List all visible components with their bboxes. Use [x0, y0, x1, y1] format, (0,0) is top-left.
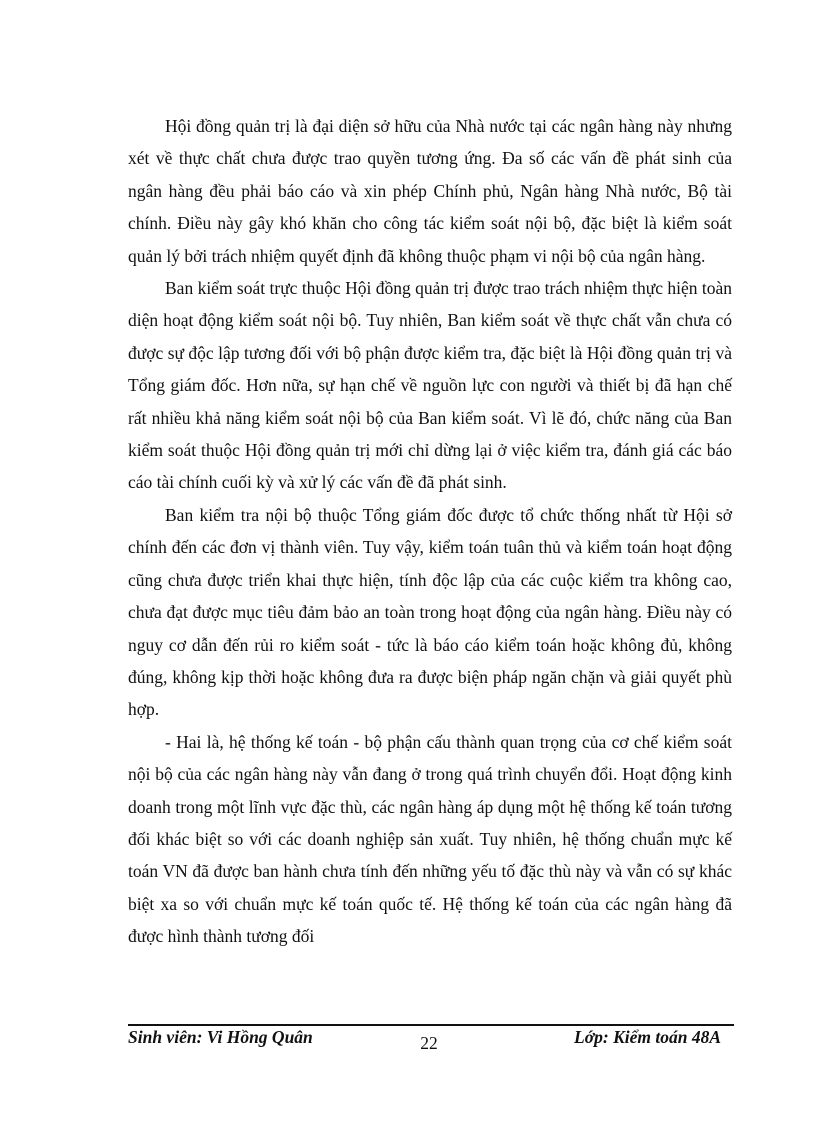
paragraph-board-of-directors: Hội đồng quản trị là đại diện sở hữu của Nhà nước tại các ngân hàng này nhưng xét về thực chất chưa được trao quyền tương ứng. Đa số các vấn đề phát sinh của ngân hàng đều phải báo cáo và xin phép Chính phủ, Ngân hàng Nhà nước, Bộ tài chính. Điều này gây khó khăn cho công tác kiểm soát nội bộ, đặc biệt là kiểm soát quản lý bởi trách nhiệm quyết định đã không thuộc phạm vi nội bộ của ngân hàng. — [128, 116, 732, 266]
paragraph-supervisory-board: Ban kiểm soát trực thuộc Hội đồng quản trị được trao trách nhiệm thực hiện toàn diện hoạt động kiểm soát nội bộ. Tuy nhiên, Ban kiểm soát về thực chất vẫn chưa có được sự độc lập tương đối với bộ phận được kiểm tra, đặc biệt là Hội đồng quản trị và Tổng giám đốc. Hơn nữa, sự hạn chế về nguồn lực con người và thiết bị đã hạn chế rất nhiều khả năng kiểm soát nội bộ của Ban kiểm soát. Vì lẽ đó, chức năng của Ban kiểm soát thuộc Hội đồng quản trị mới chỉ dừng lại ở việc kiểm tra, đánh giá các báo cáo tài chính cuối kỳ và xử lý các vấn đề đã phát sinh. — [128, 278, 732, 493]
document-body — [128, 110, 732, 953]
footer-divider — [128, 1024, 734, 1026]
footer-student-name: Sinh viên: Vi Hồng Quân — [128, 1027, 313, 1047]
footer-class-label: Lớp: Kiểm toán 48A — [574, 1027, 721, 1047]
paragraph-accounting-system: - Hai là, hệ thống kế toán - bộ phận cấu thành quan trọng của cơ chế kiểm soát nội bộ của các ngân hàng này vẫn đang ở trong quá trình chuyển đổi. Hoạt động kinh doanh trong một lĩnh vực đặc thù, các ngân hàng áp dụng một hệ thống kế toán tương đối khác biệt so với các doanh nghiệp sản xuất. Tuy nhiên, hệ thống chuẩn mực kế toán VN đã được ban hành chưa tính đến những yếu tố đặc thù này và vẫn có sự khác biệt xa so với chuẩn mực kế toán quốc tế. Hệ thống kế toán của các ngân hàng đã được hình thành tương đối — [128, 731, 732, 947]
page-number: 22 — [420, 1033, 438, 1053]
paragraph-internal-audit: Ban kiểm tra nội bộ thuộc Tổng giám đốc được tổ chức thống nhất từ Hội sở chính đến các đơn vị thành viên. Tuy vậy, kiểm toán tuân thủ và kiểm toán hoạt động cũng chưa được triển khai thực hiện, tính độc lập của các cuộc kiểm tra không cao, chưa đạt được mục tiêu đảm bảo an toàn trong hoạt động của ngân hàng. Điều này có nguy cơ dẫn đến rủi ro kiểm soát - tức là báo cáo kiểm toán hoặc không đủ, không đúng, không kịp thời hoặc không đưa ra được biện pháp ngăn chặn và giải quyết phù hợp. — [128, 504, 732, 720]
